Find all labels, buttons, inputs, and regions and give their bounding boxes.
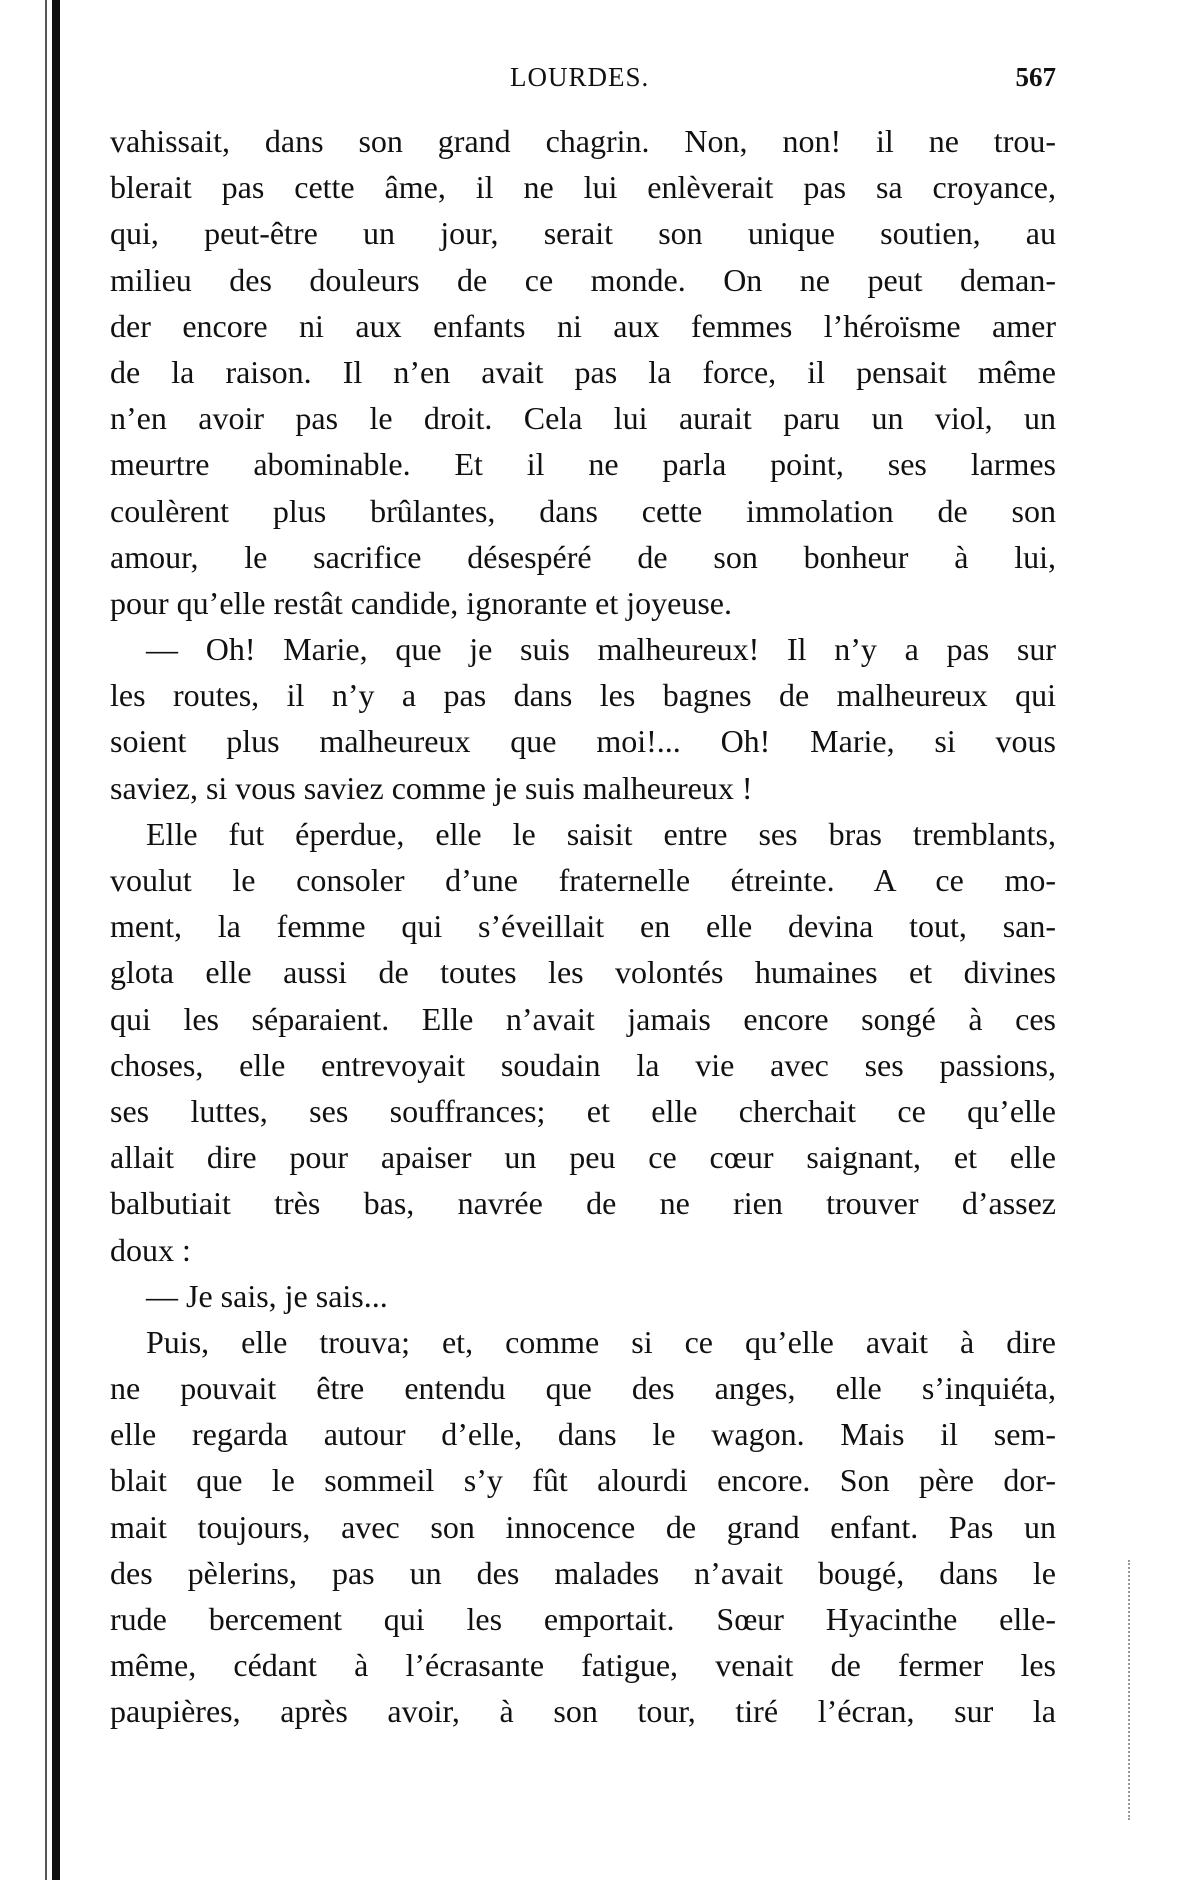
text-line: de la raison. Il n’en avait pas la force, il pensait même [110, 353, 1056, 390]
text-line: coulèrent plus brûlantes, dans cette immolation de son [110, 492, 1056, 529]
text-line: meurtre abominable. Et il ne parla point, ses larmes [110, 446, 1056, 483]
text-line: qui les séparaient. Elle n’avait jamais encore songé à ces [110, 1000, 1056, 1037]
text-line: ment, la femme qui s’éveillait en elle devina tout, san- [110, 908, 1056, 945]
page-binding-edge [52, 0, 60, 1880]
scan-artifact-dots [1128, 1560, 1130, 1820]
text-line: blerait pas cette âme, il ne lui enlèverait pas sa croyance, [110, 169, 1056, 206]
text-line: les routes, il n’y a pas dans les bagnes de malheureux qui [110, 677, 1056, 714]
text-line: doux : [110, 1231, 191, 1268]
text-line: — Je sais, je sais... [146, 1277, 388, 1314]
text-line: voulut le consoler d’une fraternelle étreinte. A ce mo- [110, 862, 1056, 898]
text-line: pour qu’elle restât candide, ignorante et joyeuse. [110, 584, 732, 621]
text-line: saviez, si vous saviez comme je suis malheureux ! [110, 769, 753, 806]
text-line: Puis, elle trouva; et, comme si ce qu’elle avait à dire [146, 1323, 1056, 1360]
text-line: ne pouvait être entendu que des anges, elle s’inquiéta, [110, 1370, 1056, 1407]
text-line: qui, peut-être un jour, serait son unique soutien, au [110, 215, 1056, 252]
text-line: des pèlerins, pas un des malades n’avait bougé, dans le [110, 1554, 1056, 1591]
text-line: n’en avoir pas le droit. Cela lui aurait paru un viol, un [110, 400, 1056, 437]
text-line: Elle fut éperdue, elle le saisit entre ses bras tremblants, [146, 815, 1056, 852]
text-line: blait que le sommeil s’y fût alourdi encore. Son père dor- [110, 1462, 1056, 1499]
text-line: choses, elle entrevoyait soudain la vie avec ses passions, [110, 1046, 1056, 1083]
text-line: soient plus malheureux que moi!... Oh! Marie, si vous [110, 723, 1056, 760]
text-line: der encore ni aux enfants ni aux femmes l’héroïsme amer [110, 307, 1056, 344]
text-line: allait dire pour apaiser un peu ce cœur saignant, et elle [110, 1139, 1056, 1176]
text-line: — Oh! Marie, que je suis malheureux! Il n’y a pas sur [146, 631, 1056, 668]
text-line: milieu des douleurs de ce monde. On ne peut deman- [110, 261, 1056, 298]
text-line: ses luttes, ses souffrances; et elle cherchait ce qu’elle [110, 1092, 1056, 1129]
text-line: elle regarda autour d’elle, dans le wagon. Mais il sem- [110, 1416, 1056, 1453]
text-line: glota elle aussi de toutes les volontés humaines et divines [110, 954, 1056, 991]
text-line: rude bercement qui les emportait. Sœur Hyacinthe elle- [110, 1601, 1056, 1637]
text-line: paupières, après avoir, à son tour, tiré l’écran, sur la [110, 1693, 1056, 1730]
text-line: balbutiait très bas, navrée de ne rien trouver d’assez [110, 1185, 1056, 1222]
page-gutter-line [45, 0, 47, 1880]
text-line: mait toujours, avec son innocence de grand enfant. Pas un [110, 1508, 1056, 1545]
text-line: amour, le sacrifice désespéré de son bonheur à lui, [110, 538, 1056, 575]
running-title: LOURDES. [510, 62, 650, 92]
body-text [110, 118, 1056, 1735]
text-line: même, cédant à l’écrasante fatigue, venait de fermer les [110, 1647, 1056, 1684]
page-number: 567 [1015, 62, 1056, 92]
text-line: vahissait, dans son grand chagrin. Non, non! il ne trou- [110, 123, 1056, 159]
page-header [110, 62, 1056, 98]
